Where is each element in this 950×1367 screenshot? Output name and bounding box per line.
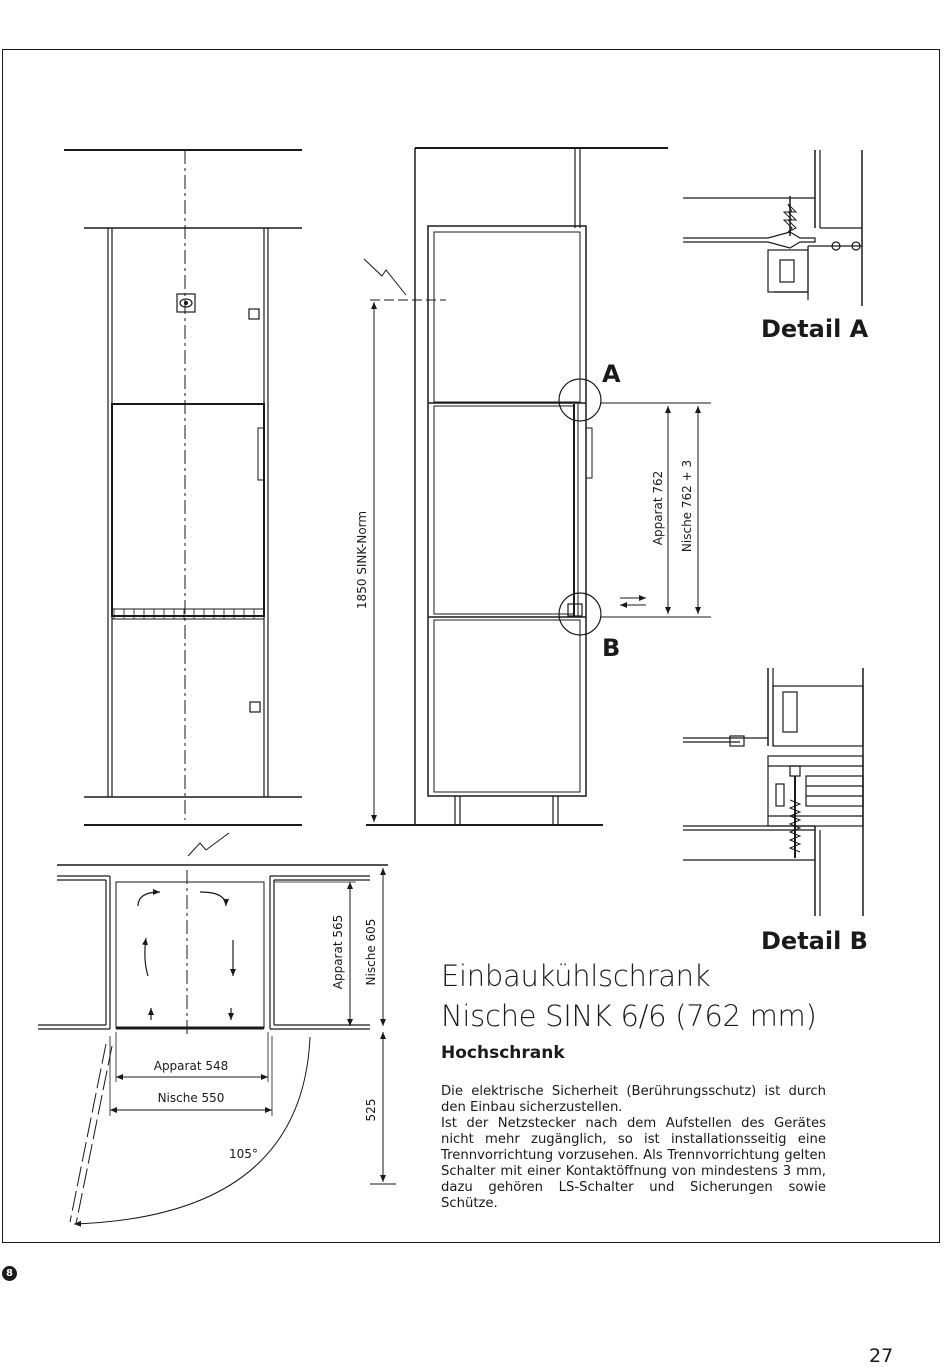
side-dimensions: [374, 302, 711, 822]
section-badge: 8: [2, 1266, 17, 1281]
front-view: [64, 150, 302, 825]
detail-b-drawing: [683, 668, 863, 916]
title-line-2: Nische SINK 6/6 (762 mm): [441, 999, 817, 1033]
callout-a: A: [602, 360, 621, 388]
side-view: [364, 148, 668, 825]
callout-b: B: [602, 634, 621, 662]
dim-525: 525: [364, 1098, 378, 1122]
dim-sink-norm: 1850 SINK-Norm: [355, 510, 369, 610]
paragraph-2: Ist der Netzstecker nach dem Aufstellen des Gerätes nicht mehr zugänglich, so ist installationsseitig eine Trennvorrichtung vorzusehen. Als Trennvorrichtung gelten Schalter mit einer Kontaktöffnung von mindestens 3 mm, dazu gehören LS-Schalter und Sicherungen sowie Schütze.: [441, 1116, 826, 1211]
safety-note: [441, 1084, 826, 1212]
plan-view: [38, 833, 396, 1224]
subtitle: Hochschrank: [441, 1043, 565, 1063]
paragraph-1: Die elektrische Sicherheit (Berührungsschutz) ist durch den Einbau sicherzustellen.: [441, 1084, 826, 1115]
detail-a-drawing: [683, 150, 862, 306]
detail-b-label: Detail B: [761, 927, 868, 955]
dim-apparat-548: Apparat 548: [153, 1059, 229, 1073]
title-line-1: Einbaukühlschrank: [441, 959, 711, 993]
dim-nische-550: Nische 550: [157, 1091, 225, 1105]
dim-apparat-565: Apparat 565: [331, 914, 345, 990]
dim-nische-762-3: Nische 762 + 3: [680, 459, 694, 553]
dim-angle-105: 105°: [229, 1147, 258, 1161]
dim-nische-605: Nische 605: [364, 918, 378, 986]
detail-a-label: Detail A: [761, 315, 869, 343]
title-block: [441, 956, 826, 1212]
dim-apparat-762: Apparat 762: [651, 470, 665, 546]
page-number: 27: [869, 1345, 894, 1367]
